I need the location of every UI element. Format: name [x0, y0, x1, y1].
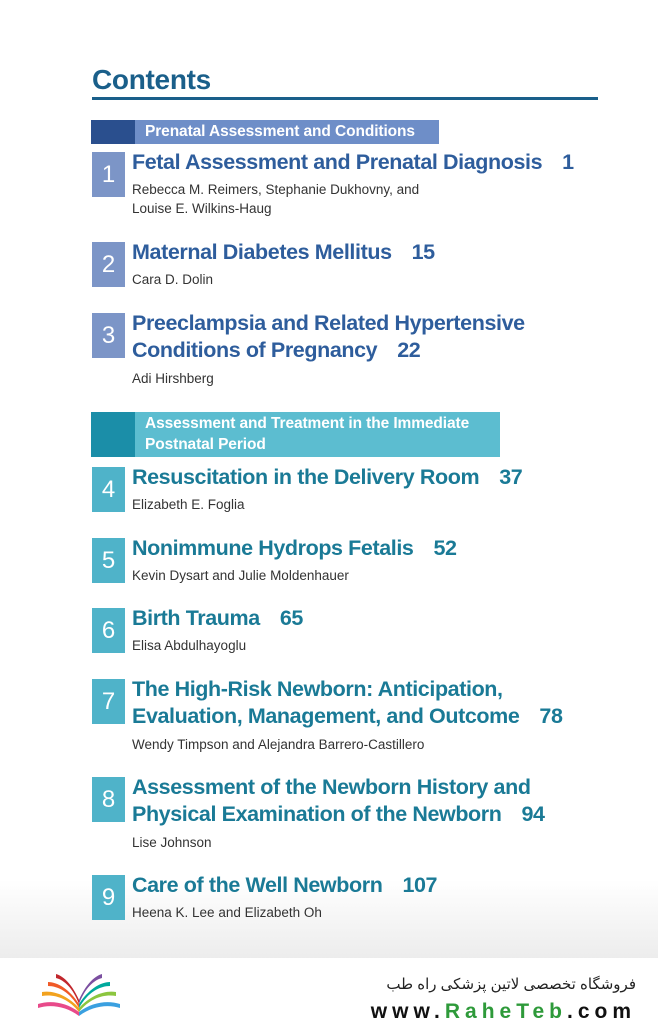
chapter-page-number: 65 [279, 606, 303, 630]
chapter-title-text: Birth Trauma [132, 606, 260, 630]
book-logo-icon [36, 968, 122, 1023]
url-part: .com [566, 1000, 636, 1023]
shop-url[interactable] [371, 1000, 636, 1024]
chapter-title[interactable] [132, 464, 522, 491]
chapter-authors: Kevin Dysart and Julie Moldenhauer [132, 568, 349, 583]
chapter-title-text: Maternal Diabetes Mellitus [132, 240, 392, 264]
url-part: www. [370, 1000, 445, 1023]
chapter-page-number: 52 [433, 536, 457, 560]
chapter-number: 6 [92, 608, 125, 653]
chapter-title[interactable] [132, 310, 525, 364]
shop-name: فروشگاه تخصصی لاتین پزشکی راه طب [386, 976, 636, 993]
chapter-title[interactable] [132, 676, 563, 730]
chapter-authors: Elisa Abdulhayoglu [132, 638, 247, 653]
chapter-authors: Lise Johnson [132, 835, 212, 850]
chapter-title-text: Resuscitation in the Delivery Room [132, 465, 480, 489]
chapter-title-text: Preeclampsia and Related Hypertensive [132, 311, 525, 335]
chapter-authors: Adi Hirshberg [132, 371, 214, 386]
chapter-number: 9 [92, 875, 125, 920]
chapter-page-number: 78 [539, 704, 563, 728]
chapter-authors: Elizabeth E. Foglia [132, 497, 245, 512]
chapter-title-text: Fetal Assessment and Prenatal Diagnosis [132, 150, 543, 174]
chapter-number: 5 [92, 538, 125, 583]
chapter-page-number: 22 [397, 338, 421, 362]
page-title: Contents [92, 64, 211, 95]
chapter-title-text-line2: Physical Examination of the Newborn [132, 802, 502, 826]
chapter-authors: Wendy Timpson and Alejandra Barrero-Castillero [132, 737, 425, 752]
chapter-page-number: 15 [411, 240, 435, 264]
chapter-authors: Heena K. Lee and Elizabeth Oh [132, 905, 322, 920]
chapter-page-number: 94 [521, 802, 545, 826]
chapter-authors [132, 180, 419, 218]
url-brand: RaheTeb [444, 1000, 567, 1023]
chapter-title[interactable] [132, 605, 303, 632]
chapter-number: 7 [92, 679, 125, 724]
chapter-title-text: Nonimmune Hydrops Fetalis [132, 536, 414, 560]
chapter-number: 1 [92, 152, 125, 197]
author-line: Louise E. Wilkins-Haug [132, 201, 272, 216]
chapter-page-number: 37 [499, 465, 523, 489]
section-label [135, 412, 500, 457]
chapter-number: 4 [92, 467, 125, 512]
section-label-line: Postnatal Period [145, 436, 266, 453]
chapter-page-number: 107 [402, 873, 438, 897]
section-header-prenatal [91, 120, 439, 144]
chapter-number: 3 [92, 313, 125, 358]
chapter-title-text: Assessment of the Newborn History and [132, 775, 531, 799]
author-line: Rebecca M. Reimers, Stephanie Dukhovny, and [132, 182, 420, 197]
chapter-authors: Cara D. Dolin [132, 272, 214, 287]
section-label: Prenatal Assessment and Conditions [135, 120, 439, 144]
chapter-title-text-line2: Conditions of Pregnancy [132, 338, 378, 362]
chapter-title[interactable] [132, 149, 574, 176]
section-accent [91, 120, 135, 144]
section-header-postnatal [91, 412, 500, 457]
chapter-title-text-line2: Evaluation, Management, and Outcome [132, 704, 520, 728]
chapter-title[interactable] [132, 535, 457, 562]
chapter-title-text: The High-Risk Newborn: Anticipation, [132, 677, 503, 701]
chapter-title[interactable] [132, 774, 545, 828]
chapter-title-text: Care of the Well Newborn [132, 873, 383, 897]
chapter-number: 2 [92, 242, 125, 287]
section-label-line: Assessment and Treatment in the Immediate [145, 415, 470, 432]
chapter-title[interactable] [132, 239, 435, 266]
chapter-title[interactable] [132, 872, 437, 899]
chapter-number: 8 [92, 777, 125, 822]
chapter-page-number: 1 [562, 150, 574, 174]
section-accent [91, 412, 135, 457]
title-divider [92, 97, 598, 100]
